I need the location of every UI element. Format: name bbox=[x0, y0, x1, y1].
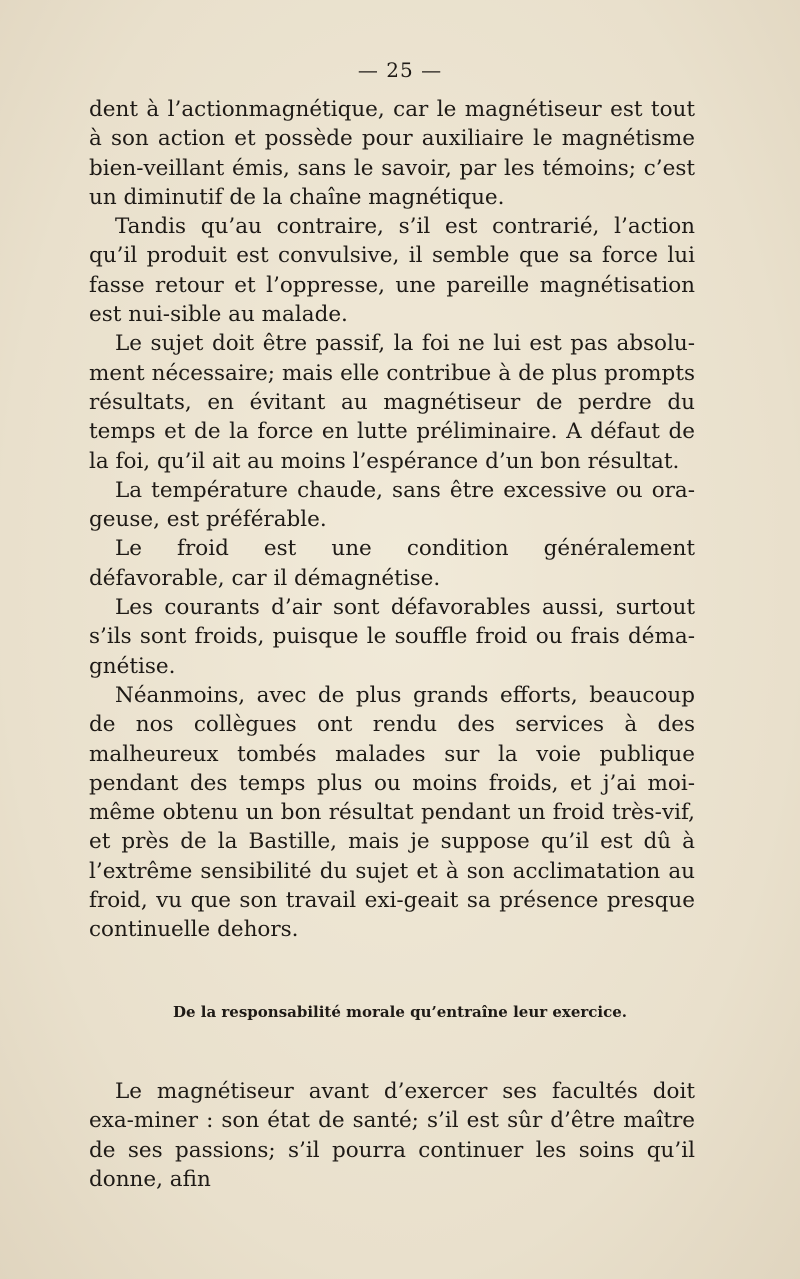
paragraph: La température chaude, sans être excessive ou ora-geuse, est préférable. bbox=[89, 477, 695, 533]
paragraph: Le sujet doit être passif, la foi ne lui est pas absolu-ment nécessaire; mais elle contribue à de plus prompts résultats, en évitant au magnétiseur de perdre du temps et de la force en lutte préliminaire. A défaut de la foi, qu’il ait au moins l’espérance d’un bon résultat. bbox=[89, 331, 695, 474]
body-text bbox=[89, 95, 695, 945]
paragraph: Tandis qu’au contraire, s’il est contrarié, l’action qu’il produit est convulsive, il semble que sa force lui fasse retour et l’oppresse, une pareille magnétisation est nui-sible au malade. bbox=[89, 214, 695, 328]
paragraph: Le froid est une condition généralement défavorable, car il démagnétise. bbox=[89, 536, 695, 591]
page-number: — 25 — bbox=[357, 58, 443, 82]
paragraph: Le magnétiseur avant d’exercer ses facultés doit exa-miner : son état de santé; s’il est sûr d’être maître de ses passions; s’il pourra continuer les soins qu’il donne, afin bbox=[89, 1079, 695, 1192]
paragraph-continuation: dent à l’actionmagnétique, car le magnétiseur est tout à son action et possède pour auxiliaire le magnétisme bien-veillant émis, sans le savoir, par les témoins; c’est un diminutif de la chaîne magnétique. bbox=[89, 97, 695, 210]
body-text-after-heading bbox=[89, 1077, 695, 1194]
paragraph: Néanmoins, avec de plus grands efforts, beaucoup de nos collègues ont rendu des services à des malheureux tombés malades sur la voie publique pendant des temps plus ou moins froids, et j’ai moi-même obtenu un bon résultat pendant un froid très-vif, et près de la Bastille, mais je suppose qu’il est dû à l’extrême sensibilité du sujet et à son acclimatation au froid, vu que son travail exi-geait sa présence presque continuelle dehors. bbox=[89, 682, 695, 943]
section-heading: De la responsabilité morale qu’entraîne leur exercice. bbox=[172, 1003, 628, 1021]
paragraph: Les courants d’air sont défavorables aussi, surtout s’ils sont froids, puisque le souffle froid ou frais déma-gnétise. bbox=[89, 595, 695, 679]
